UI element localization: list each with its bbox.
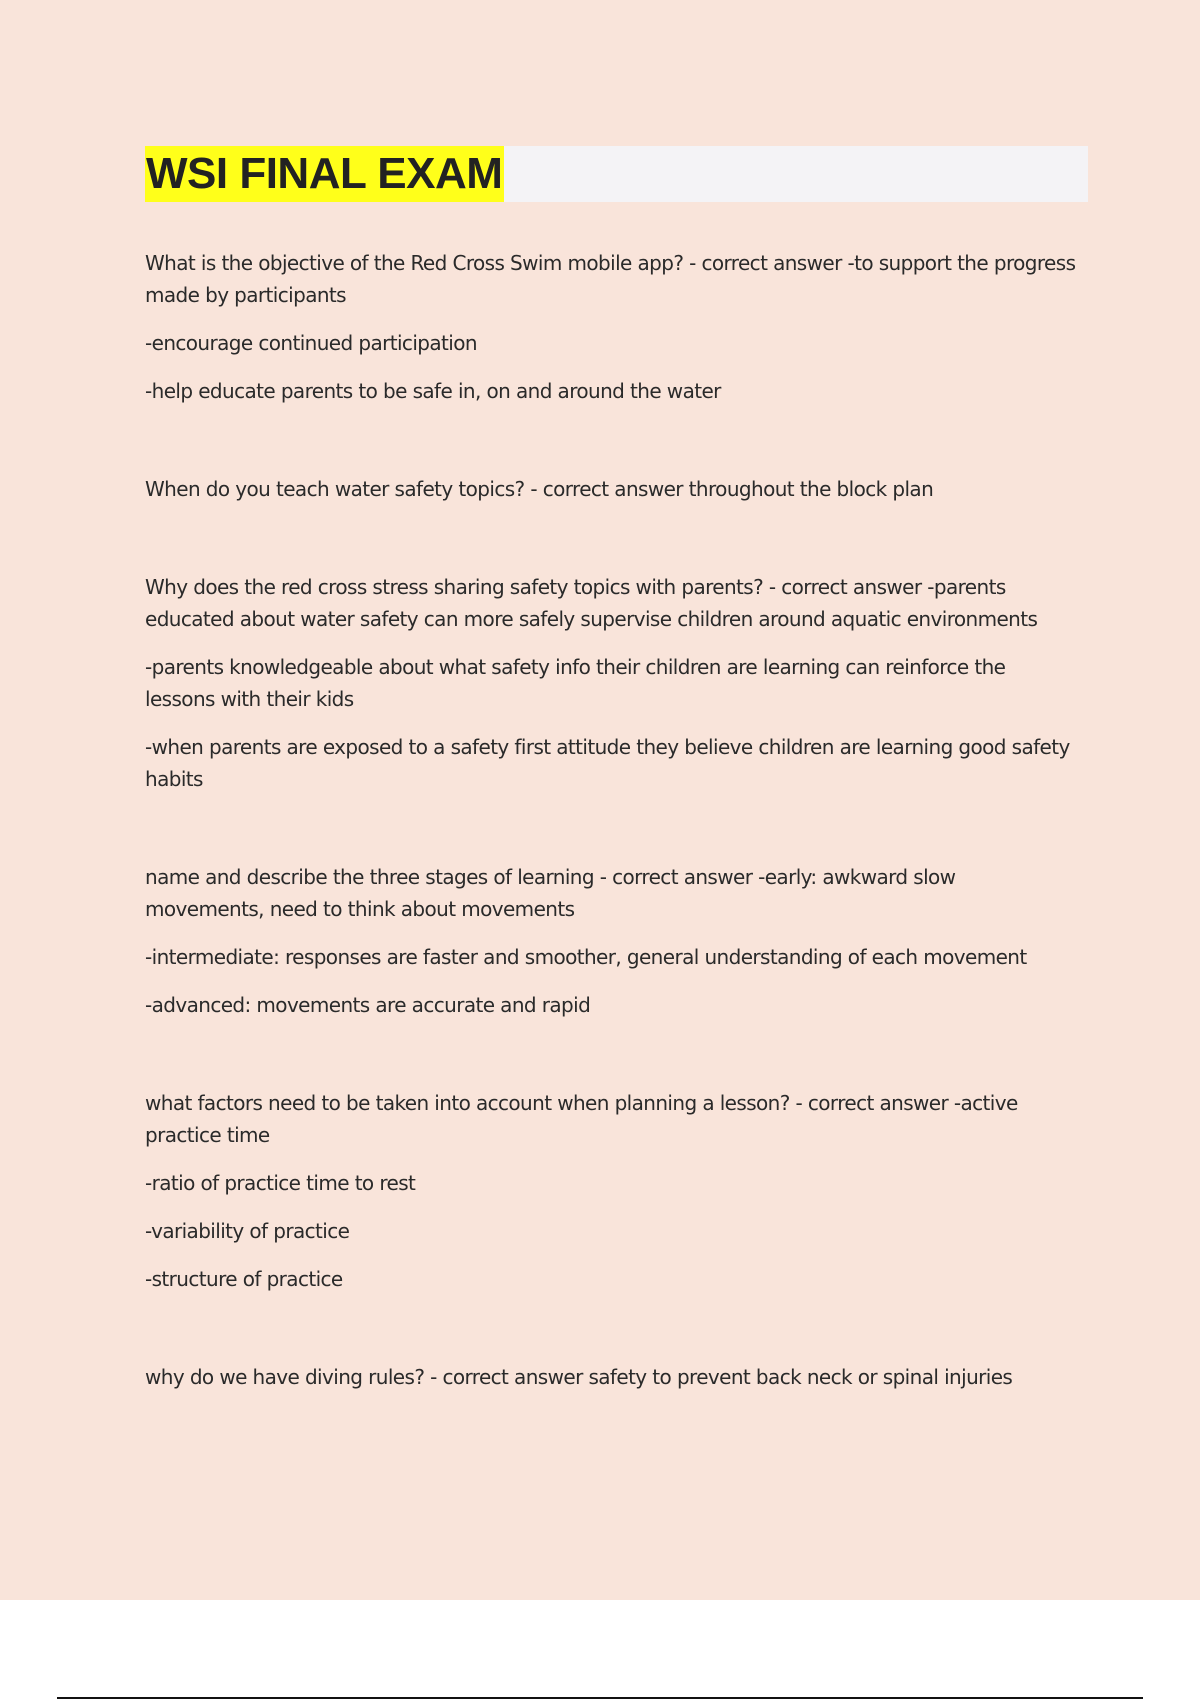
qa-item [145, 473, 1080, 505]
answer-line: -help educate parents to be safe in, on and around the water [145, 379, 721, 403]
page-title: WSI FINAL EXAM [145, 146, 504, 202]
answer-line: -variability of practice [145, 1219, 350, 1243]
question-line: When do you teach water safety topics? - correct answer throughout the block plan [145, 477, 934, 501]
answer-line: -structure of practice [145, 1267, 343, 1291]
footer-divider [57, 1697, 1143, 1699]
question-line: what factors need to be taken into account when planning a lesson? - correct answer -active practice time [145, 1091, 1018, 1147]
answer-line: -when parents are exposed to a safety first attitude they believe children are learning good safety habits [145, 735, 1070, 791]
qa-list [145, 247, 1080, 1459]
answer-line: -advanced: movements are accurate and rapid [145, 993, 591, 1017]
qa-item [145, 571, 1080, 795]
answer-line: -encourage continued participation [145, 331, 477, 355]
qa-item [145, 1361, 1080, 1393]
answer-line: -parents knowledgeable about what safety info their children are learning can reinforce the lessons with their kids [145, 655, 1006, 711]
qa-item [145, 247, 1080, 407]
title-band [145, 146, 1088, 202]
qa-item [145, 861, 1080, 1021]
question-line: Why does the red cross stress sharing safety topics with parents? - correct answer -parents educated about water safety can more safely supervise children around aquatic environments [145, 575, 1038, 631]
answer-line: -ratio of practice time to rest [145, 1171, 416, 1195]
question-line: What is the objective of the Red Cross Swim mobile app? - correct answer -to support the progress made by participants [145, 251, 1076, 307]
question-line: name and describe the three stages of learning - correct answer -early: awkward slow movements, need to think about movements [145, 865, 956, 921]
answer-line: -intermediate: responses are faster and smoother, general understanding of each movement [145, 945, 1027, 969]
question-line: why do we have diving rules? - correct answer safety to prevent back neck or spinal injuries [145, 1365, 1013, 1389]
qa-item [145, 1087, 1080, 1295]
